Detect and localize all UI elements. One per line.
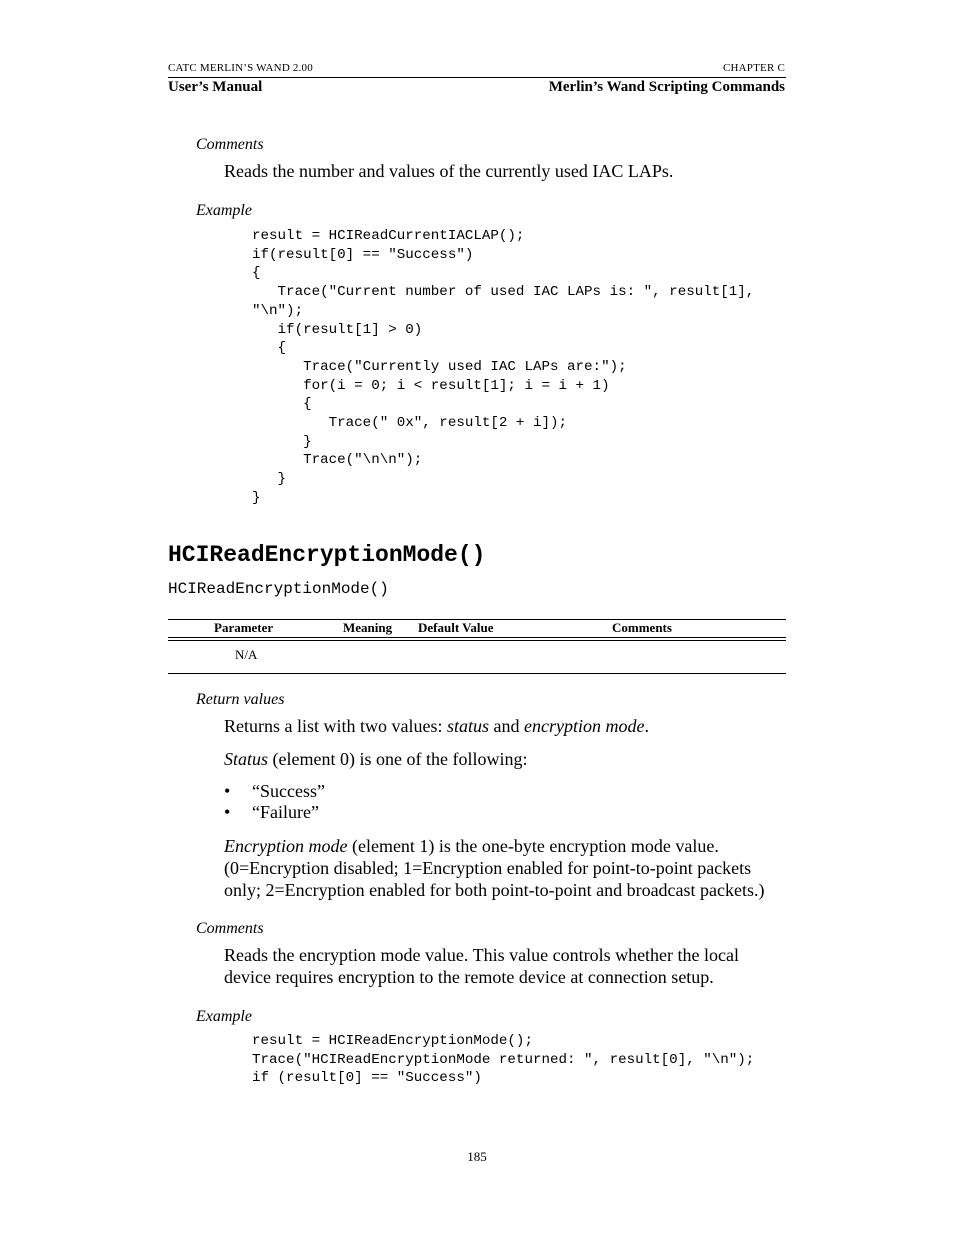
status-success-item: “Success”: [252, 781, 325, 801]
return-values-text: Returns a list with two values: status and encryption mode.: [224, 716, 649, 736]
status-failure-item: “Failure”: [252, 802, 319, 822]
example-label-2: Example: [196, 1008, 252, 1025]
code-line: {: [252, 396, 312, 413]
header-section: Merlin’s Wand Scripting Commands: [548, 79, 785, 95]
table-cell-parameter: N/A: [235, 647, 258, 662]
code-line: }: [252, 489, 261, 506]
function-title: HCIReadEncryptionMode(): [168, 542, 486, 568]
code-example-iaclap: [252, 227, 754, 508]
bullet-marker: •: [224, 781, 231, 801]
header-rule: [168, 77, 786, 78]
encryption-mode-description: Encryption mode (element 1) is the one-byte encryption mode value. (0=Encryption disabled; 1=Encryption enabled for point-to-point packets only; 2=Encryption enabled for both point-to-point and broadcast packets.): [224, 836, 765, 900]
header-chapter: CHAPTER C: [722, 62, 785, 74]
table-header-rule-2: [168, 640, 786, 641]
return-values-label: Return values: [196, 691, 285, 708]
code-line: Trace(" 0x", result[2 + i]);: [252, 415, 568, 432]
code-line: Trace("Current number of used IAC LAPs is: ", result[1],: [252, 284, 755, 301]
code-line: result = HCIReadEncryptionMode();: [252, 1033, 533, 1049]
table-header-default: Default Value: [418, 620, 494, 635]
code-line: Trace("Currently used IAC LAPs are:");: [252, 358, 627, 375]
code-example-encryption: [252, 1032, 754, 1088]
code-line: if(result[0] == "Success"): [252, 246, 474, 263]
comments-text-2: Reads the encryption mode value. This value controls whether the local device requires encryption to the remote device at connection setup.: [224, 945, 740, 987]
code-line: "\n");: [252, 302, 304, 319]
comments-label: Comments: [196, 136, 264, 153]
comments-label-2: Comments: [196, 920, 264, 937]
table-header-parameter: Parameter: [214, 620, 274, 635]
code-line: {: [252, 265, 261, 282]
table-header-meaning: Meaning: [343, 620, 393, 635]
code-line: if(result[1] > 0): [252, 321, 423, 338]
page-number: 185: [467, 1149, 487, 1164]
header-product: CATC MERLIN’S WAND 2.00: [168, 62, 313, 74]
code-line: {: [252, 340, 287, 357]
table-header-comments: Comments: [612, 620, 672, 635]
code-line: if (result[0] == "Success"): [252, 1070, 482, 1087]
code-line: for(i = 0; i < result[1]; i = i + 1): [252, 377, 610, 394]
bullet-marker: •: [224, 802, 231, 822]
status-description: Status (element 0) is one of the following:: [224, 749, 528, 769]
code-line: }: [252, 471, 287, 488]
code-line: result = HCIReadCurrentIACLAP();: [252, 228, 525, 244]
code-line: Trace("\n\n");: [252, 452, 423, 469]
header-manual: User’s Manual: [168, 79, 263, 95]
example-label: Example: [196, 202, 252, 219]
comments-text: Reads the number and values of the currently used IAC LAPs.: [224, 161, 674, 181]
table-header-rule: [168, 637, 786, 638]
code-line: }: [252, 433, 312, 450]
function-syntax: HCIReadEncryptionMode(): [168, 580, 389, 598]
table-bottom-rule: [168, 673, 786, 674]
code-line: Trace("HCIReadEncryptionMode returned: ", result[0], "\n");: [252, 1051, 755, 1068]
